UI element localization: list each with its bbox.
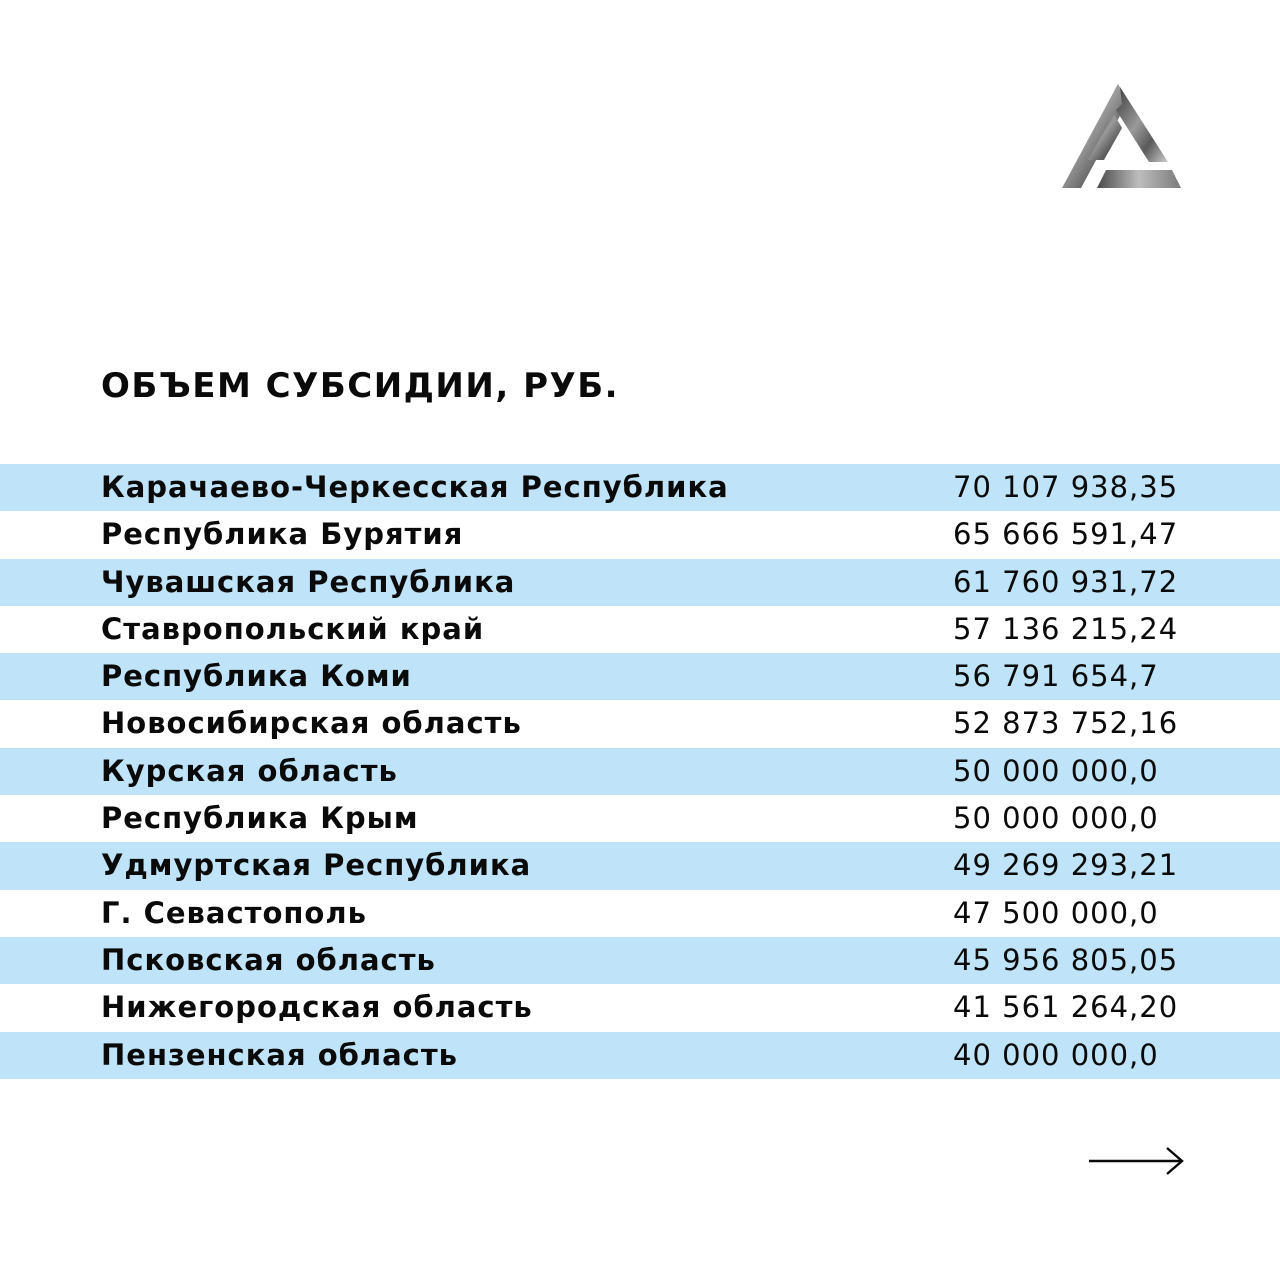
subsidy-amount: 56 791 654,7 xyxy=(953,659,1159,694)
region-name: Чувашская Республика xyxy=(101,564,516,599)
region-name: Г. Севастополь xyxy=(101,895,367,930)
region-name: Нижегородская область xyxy=(101,990,533,1025)
subsidy-amount: 50 000 000,0 xyxy=(953,753,1159,788)
table-row xyxy=(0,748,1280,795)
table-row xyxy=(0,842,1280,889)
triangle-logo-icon xyxy=(1060,84,1182,190)
subsidy-amount: 70 107 938,35 xyxy=(953,470,1179,504)
region-name: Республика Крым xyxy=(101,801,419,836)
table-row xyxy=(0,795,1280,842)
table-row xyxy=(0,1032,1280,1079)
subsidy-amount: 61 760 931,72 xyxy=(953,564,1179,599)
region-name: Карачаево-Черкесская Республика xyxy=(101,470,729,504)
table-row xyxy=(0,700,1280,747)
table-row xyxy=(0,984,1280,1031)
region-name: Ставропольский край xyxy=(101,611,485,646)
region-name: Курская область xyxy=(101,753,398,788)
table-row xyxy=(0,890,1280,937)
subsidy-amount: 45 956 805,05 xyxy=(953,942,1179,977)
subsidy-amount: 47 500 000,0 xyxy=(953,895,1159,930)
subsidy-amount: 57 136 215,24 xyxy=(953,611,1179,646)
region-name: Республика Коми xyxy=(101,659,412,694)
region-name: Пензенская область xyxy=(101,1037,459,1072)
subsidy-amount: 40 000 000,0 xyxy=(953,1037,1159,1072)
table-row xyxy=(0,511,1280,558)
region-name: Удмуртская Республика xyxy=(101,848,532,883)
subsidy-amount: 52 873 752,16 xyxy=(953,706,1179,741)
table-row xyxy=(0,559,1280,606)
table-row xyxy=(0,606,1280,653)
table-row xyxy=(0,653,1280,700)
table-row xyxy=(0,937,1280,984)
subsidy-amount: 50 000 000,0 xyxy=(953,801,1159,836)
subsidy-amount: 65 666 591,47 xyxy=(953,517,1179,552)
region-name: Новосибирская область xyxy=(101,706,522,741)
arrow-right-icon[interactable] xyxy=(1086,1145,1186,1177)
subsidy-table xyxy=(0,464,1280,1079)
page-title: ОБЪЕМ СУБСИДИИ, РУБ. xyxy=(101,366,620,406)
region-name: Псковская область xyxy=(101,942,436,977)
subsidy-amount: 41 561 264,20 xyxy=(953,990,1179,1025)
table-row xyxy=(0,464,1280,511)
region-name: Республика Бурятия xyxy=(101,517,464,552)
subsidy-amount: 49 269 293,21 xyxy=(953,848,1179,883)
